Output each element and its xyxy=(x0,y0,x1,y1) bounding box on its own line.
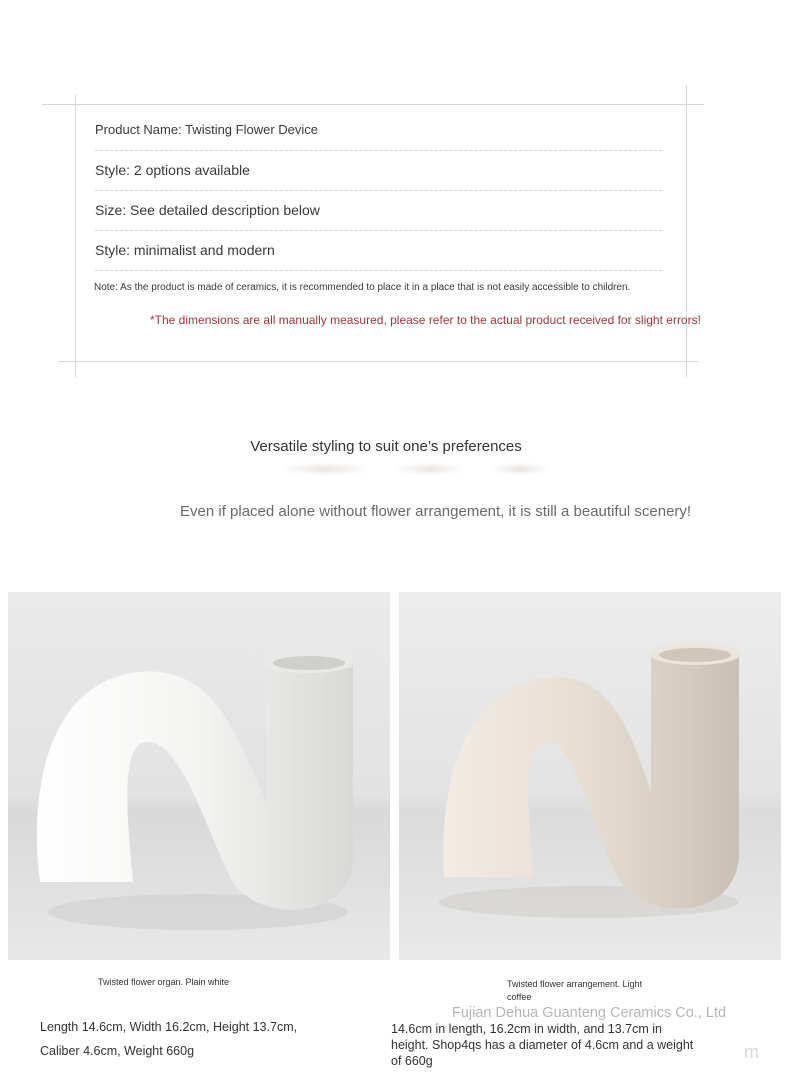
dimensions-light-coffee-line3: of 660g xyxy=(391,1054,433,1068)
spec-separator xyxy=(95,270,662,271)
dimensions-light-coffee xyxy=(391,1021,693,1069)
style-type-text: Style: minimalist and modern xyxy=(95,242,275,258)
dimensions-white-line1: Length 14.6cm, Width 16.2cm, Height 13.7cm, xyxy=(40,1020,298,1034)
spec-separator xyxy=(95,230,662,231)
section-tagline: Even if placed alone without flower arrangement, it is still a beautiful scenery! xyxy=(180,503,692,520)
size-text: Size: See detailed description below xyxy=(95,202,320,218)
frame-right-line xyxy=(686,85,687,377)
product-photo-light-coffee xyxy=(399,592,781,960)
decorative-blur-strip xyxy=(395,466,465,472)
company-watermark: Fujian Dehua Guanteng Ceramics Co., Ltd xyxy=(452,1005,727,1021)
product-name-text: Product Name: Twisting Flower Device xyxy=(95,122,319,137)
product-photo-white xyxy=(8,592,390,960)
dimensions-white xyxy=(40,1015,297,1063)
spec-separator xyxy=(95,190,662,191)
dimensions-light-coffee-line1: 14.6cm in length, 16.2cm in width, and 13.7cm in xyxy=(391,1022,662,1036)
caption-light-coffee xyxy=(507,978,642,1004)
dimensions-disclaimer: *The dimensions are all manually measured, please refer to the actual product received for slight errors! xyxy=(150,313,701,327)
spec-separator xyxy=(95,150,662,151)
frame-left-line xyxy=(75,95,76,377)
dimensions-light-coffee-line2: height. Shop4qs has a diameter of 4.6cm and a weight xyxy=(391,1038,694,1052)
decorative-blur-strip xyxy=(280,466,370,472)
caption-light-coffee-line1: Twisted flower arrangement. Light xyxy=(507,979,643,989)
watermark-fragment: m xyxy=(744,1042,759,1062)
dimensions-white-line2: Caliber 4.6cm, Weight 660g xyxy=(40,1044,195,1058)
frame-top-line xyxy=(42,104,704,105)
decorative-blur-strip xyxy=(490,466,550,472)
caption-white: Twisted flower organ. Plain white xyxy=(98,977,230,987)
section-heading: Versatile styling to suit one’s preferences xyxy=(250,438,522,455)
style-options-text: Style: 2 options available xyxy=(95,162,250,178)
frame-bottom-line xyxy=(58,361,698,362)
ceramics-note: Note: As the product is made of ceramics, it is recommended to place it in a place that is not easily accessible to children. xyxy=(94,282,631,293)
caption-light-coffee-line2: coffee xyxy=(507,992,532,1002)
